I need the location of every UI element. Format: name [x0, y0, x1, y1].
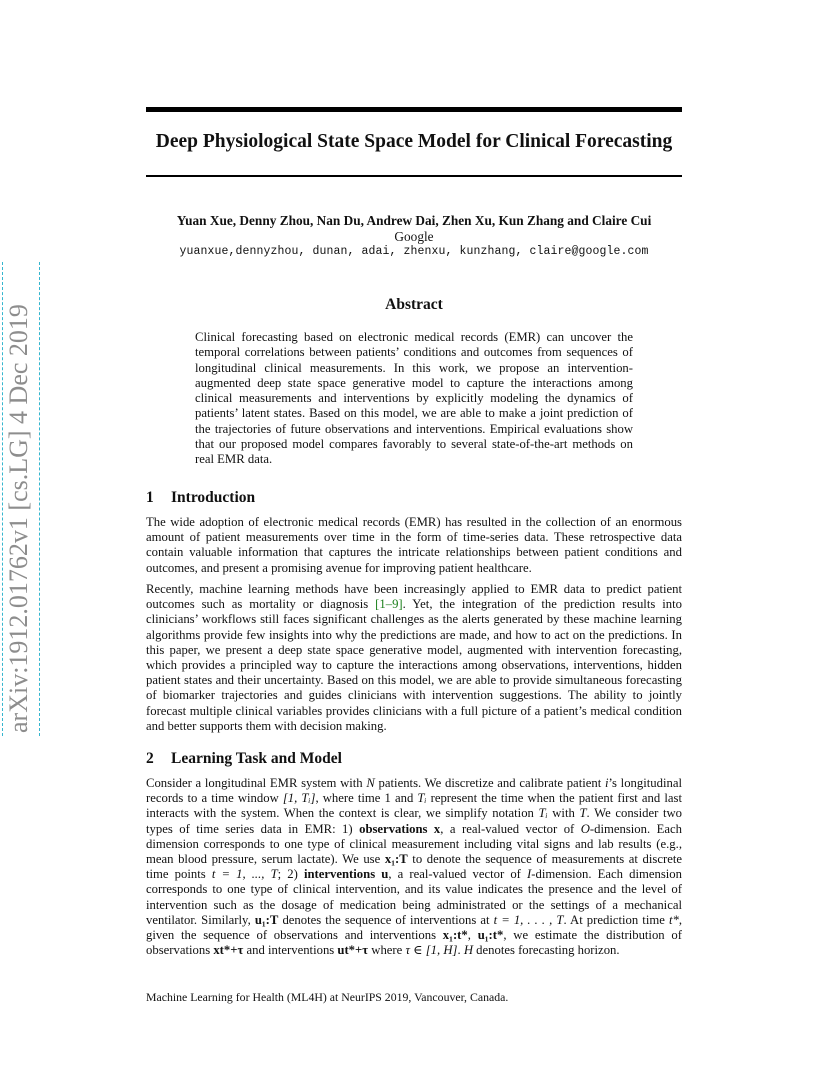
text-run: , a real-valued vector of: [388, 867, 528, 882]
math-symbol: u₁:T: [254, 912, 279, 927]
math-symbol: Tᵢ: [538, 806, 548, 821]
model-paragraph: [146, 776, 682, 958]
text-run: and interventions: [243, 943, 338, 958]
text-run: ’s longitudinal records to a time window: [146, 776, 682, 806]
abstract-text: Clinical forecasting based on electronic medical records (EMR) can uncover the temporal correlations between patients’ conditions and outcomes from sequences of longitudinal clinical measurements. In this work, we propose an intervention-augmented deep state space generative model to capture the interactions among clinical measurements and interventions by explicitly modeling the dynamics of patients’ latent states. Based on this model, we are able to make a joint prediction of the trajectories of future observations and interventions. Empirical evaluations show that our proposed model compares favorably to several state-of-the-art methods on real EMR data.: [195, 330, 633, 467]
math-symbol: H: [463, 943, 473, 958]
math-symbol: Tᵢ: [417, 791, 427, 806]
text-run: ,: [467, 928, 478, 943]
text-run: , where time 1 and: [315, 791, 418, 806]
author-block: [146, 213, 682, 260]
text-run: denotes the sequence of interventions at: [278, 912, 494, 927]
math-symbol: xt*+τ: [213, 943, 244, 958]
intro-paragraph-2: [146, 582, 682, 734]
bold-term: interventions u: [303, 867, 389, 882]
text-run: , we estimate the distribution of observations: [146, 928, 682, 958]
author-names: Yuan Xue, Denny Zhou, Nan Du, Andrew Dai, Zhen Xu, Kun Zhang and Claire Cui: [176, 213, 652, 228]
section-number: 1: [146, 489, 154, 506]
math-symbol: ut*+τ: [337, 943, 369, 958]
section-title: Learning Task and Model: [171, 750, 342, 767]
section-number: 2: [146, 750, 154, 767]
section-2-heading: [146, 750, 342, 768]
math-symbol: t = 1, ..., T: [211, 867, 278, 882]
text-run: , a real-valued vector of: [440, 821, 581, 836]
bold-term: observations x: [359, 821, 441, 836]
text-run: to denote the sequence of measurements at discrete time points: [146, 852, 682, 882]
title-rule-bottom: [146, 175, 682, 177]
text-run: . Yet, the integration of the prediction results into clinicians’ workflows still faces significant challenges as the alerts generated by these machine learning algorithms provide few insights into why the predictions are made, and how to act on the predictions. In this paper, we present a deep state space generative model, augmented with intervention forecasting, which provides a principled way to capture the interactions among observations, interventions, hidden patient states and their uncertainty. Based on this model, we are able to provide simultaneous forecasting of biomarker trajectories and guides clinicians with intervention suggestions. The ability to jointly forecast multiple clinical variables provides clinicians with a full picture of a patient’s medical condition and better supports them with decision making.: [146, 597, 682, 733]
arxiv-identifier[interactable]: arXiv:1912.01762v1 [cs.LG] 4 Dec 2019: [4, 304, 33, 733]
text-run: represent the time when the patient first and last interacts with the system. When the context is clear, we simplify notation: [146, 791, 682, 821]
paper-title: Deep Physiological State Space Model for Clinical Forecasting: [155, 131, 673, 152]
title-rule-top: [146, 107, 682, 112]
math-symbol: x₁:T: [384, 852, 408, 867]
author-emails: yuanxue,dennyzhou, dunan, adai, zhenxu, kunzhang, claire@google.com: [179, 245, 649, 258]
math-symbol: t = 1, . . . , T: [493, 912, 564, 927]
math-symbol: O: [580, 821, 590, 836]
text-run: patients. We discretize and calibrate patient: [374, 776, 605, 790]
text-run: ; 2): [277, 867, 304, 882]
text-run: -dimension. Each dimension corresponds to one type of clinical measurement including vital signs and lab results (e.g., mean blood pressure, serum lactate). We use: [146, 821, 682, 867]
intro-paragraph-1: The wide adoption of electronic medical records (EMR) has resulted in the collection of an enormous amount of patient measurements over time in the form of time-series data. These retrospective data contain valuable information that captures the intricate relationships between patient conditions and outcomes, and present a promising avenue for improving patient healthcare.: [146, 515, 682, 575]
math-symbol: u₁:t*: [477, 928, 504, 943]
math-symbol: T: [579, 806, 587, 821]
text-run: .: [457, 943, 464, 958]
text-run: where: [368, 943, 406, 958]
text-run: denotes forecasting horizon.: [472, 943, 620, 958]
text-run: . We consider two types of time series data in EMR: 1): [146, 806, 683, 836]
math-symbol: N: [366, 776, 375, 790]
text-run: , given the sequence of observations and interventions: [146, 912, 682, 943]
math-symbol: τ ∈ [1, H]: [405, 943, 458, 958]
math-symbol: x₁:t*: [442, 928, 468, 943]
side-dashed-border-right: [39, 262, 40, 736]
text-run: . At prediction time: [563, 912, 669, 927]
section-title: Introduction: [171, 489, 256, 506]
citation-link[interactable]: [1–9]: [375, 597, 403, 612]
math-symbol: [1, Tᵢ]: [282, 791, 316, 806]
text-run: Recently, machine learning methods have been increasingly applied to EMR data to predict patient outcomes such as mortality or diagnosis: [146, 582, 682, 612]
text-run: -dimension. Each dimension corresponds to one type of clinical intervention, and its value indicates the presence and the level of intervention such as the dosage of medication being administrated or the settings of a mechanical ventilator. Similarly,: [146, 867, 682, 927]
text-run: Consider a longitudinal EMR system with: [146, 776, 367, 790]
text-run: with: [547, 806, 580, 821]
abstract-heading: Abstract: [385, 296, 443, 313]
math-symbol: I: [527, 867, 532, 882]
math-symbol: t*: [668, 912, 679, 927]
side-dashed-border-left: [2, 262, 3, 736]
section-1-heading: [146, 489, 255, 507]
venue-footer: Machine Learning for Health (ML4H) at NeurIPS 2019, Vancouver, Canada.: [146, 990, 509, 1004]
affiliation: Google: [394, 228, 434, 244]
math-symbol: i: [604, 776, 609, 790]
